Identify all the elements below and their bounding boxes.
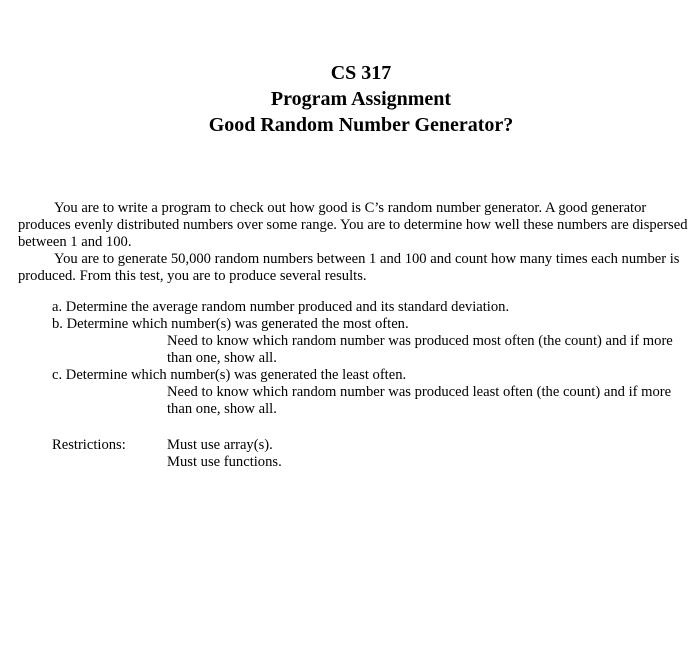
task-note-c: Need to know which random number was produced least often (the count) and if more than one, show all.: [167, 384, 672, 417]
assignment-body: [18, 200, 688, 471]
topic-title: Good Random Number Generator?: [208, 114, 514, 136]
document-title: [0, 60, 700, 138]
assignment-title: Program Assignment: [270, 88, 452, 110]
task-note-b: Need to know which random number was produced most often (the count) and if more than one, show all.: [167, 333, 673, 366]
task-item-c: c. Determine which number(s) was generated the least often.: [52, 367, 407, 383]
restrictions-section: [18, 437, 688, 471]
task-item-b: b. Determine which number(s) was generated the most often.: [52, 316, 409, 332]
course-title: CS 317: [330, 62, 392, 84]
restriction-item: Must use functions.: [167, 454, 282, 470]
intro-paragraph-2: You are to generate 50,000 random numbers between 1 and 100 and count how many times each number is produced. From this test, you are to produce several results.: [18, 251, 680, 284]
intro-paragraph-1: You are to write a program to check out how good is C’s random number generator. A good generator produces evenly distributed numbers over some range. You are to determine how well these numbers are dispersed between 1 and 100.: [18, 200, 688, 250]
restrictions-list: [167, 437, 282, 471]
task-item-a: a. Determine the average random number produced and its standard deviation.: [52, 299, 510, 315]
restriction-item: Must use array(s).: [167, 437, 273, 453]
restrictions-label: Restrictions:: [52, 437, 126, 453]
task-list: [18, 299, 688, 418]
